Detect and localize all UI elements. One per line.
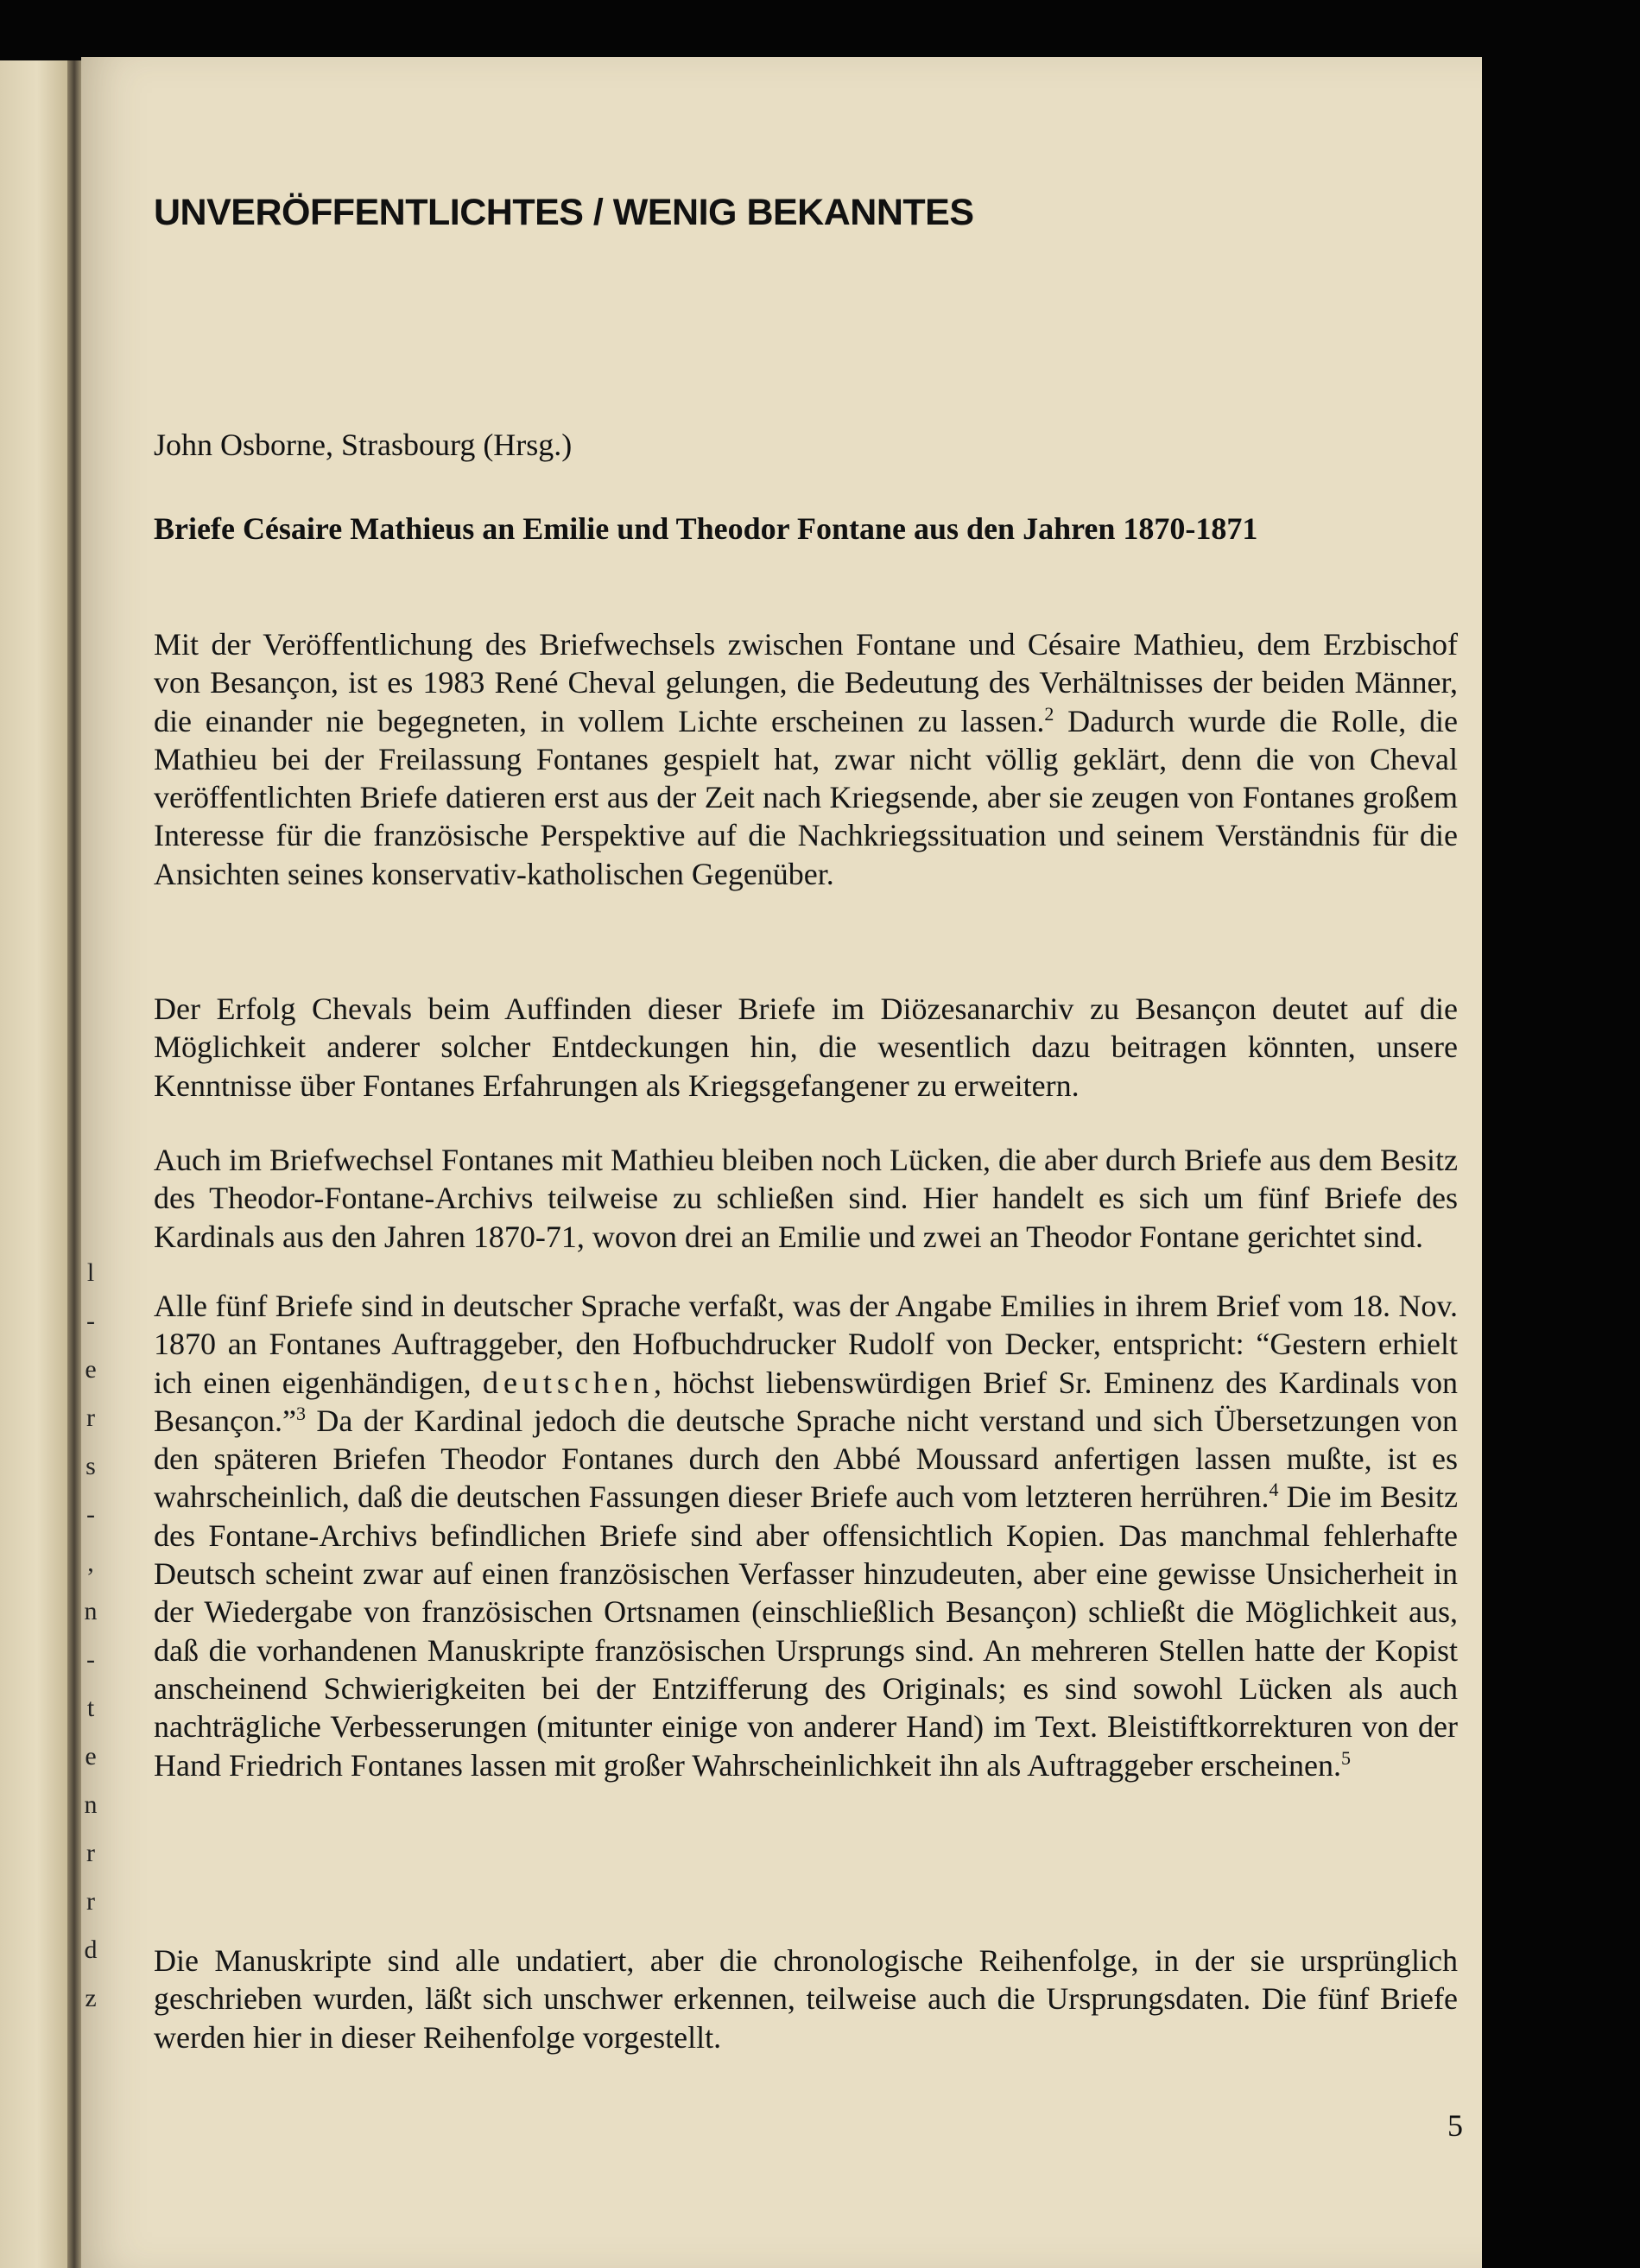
paragraph-1 [154, 625, 1458, 893]
paragraph-4-text-c: Da der Kardinal jedoch die deutsche Sprache nicht verstand und sich Übersetzungen von den späteren Briefen Theodor Fontanes durch den Abbé Moussard anfertigen lassen mußte, ist es wahrscheinlich, daß die deutschen Fassungen dieser Briefe auch vom letzteren herrühren. [154, 1403, 1458, 1515]
paragraph-3: Auch im Briefwechsel Fontanes mit Mathieu bleiben noch Lücken, die aber durch Briefe aus dem Besitz des Theodor-Fontane-Archivs teilweise zu schließen sind. Hier handelt es sich um fünf Briefe des Kardinals aus den Jahren 1870-71, wovon drei an Emilie und zwei an Theodor Fontane gerichtet sind. [154, 1143, 1458, 1254]
edge-letter: n [84, 1597, 98, 1625]
facing-page-letters [81, 1249, 100, 2023]
paragraph-5: Die Manuskripte sind alle undatiert, aber die chronologische Reihenfolge, in der sie ursprünglich geschrieben wurden, läßt sich unschwer erkennen, teilweise auch die Ursprungsdaten. Die fünf Briefe werden hier in dieser Reihenfolge vorgestellt. [154, 1943, 1458, 2055]
edge-letter: n [84, 1790, 98, 1819]
paragraph-2: Der Erfolg Chevals beim Auffinden dieser Briefe im Diözesanarchiv zu Besançon deutet auf die Möglichkeit anderer solcher Entdeckungen hin, die wesentlich dazu beitragen könnten, unsere Kenntnisse über Fontanes Erfahrungen als Kriegsgefangener zu erweitern. [154, 991, 1458, 1103]
edge-letter: , [87, 1549, 94, 1577]
paragraph-4 [154, 1287, 1458, 1784]
edge-letter: e [85, 1742, 97, 1771]
footnote-ref-5: 5 [1341, 1746, 1352, 1769]
paragraph-4-text-b: , höchst liebenswürdigen Brief Sr. Eminenz des Kardinals von Besançon.” [154, 1365, 1458, 1438]
edge-letter: r [86, 1887, 95, 1916]
edge-letter: t [86, 1694, 95, 1722]
book-page [81, 57, 1482, 2268]
edge-letter: r [86, 1839, 95, 1867]
edge-letter: r [86, 1403, 95, 1432]
edge-letter: e [85, 1355, 97, 1384]
article-title: Briefe Césaire Mathieus an Emilie und Theodor Fontane aus den Jahren 1870-1871 [154, 511, 1258, 546]
paragraph-4-text-d: Die im Besitz des Fontane-Archivs befindlichen Briefe sind aber offensichtlich Kopien. Das manchmal fehlerhafte Deutsch scheint zwar auf einen französischen Verfasser hinzudeuten, aber eine gewisse Unsicherheit in der Wiedergabe von französischen Ortsnamen (einschließlich Besançon) schließt die Möglichkeit aus, daß die vorhandenen Manuskripte französischen Ursprungs sind. An mehreren Stellen hatte der Kopist anscheinend Schwierigkeiten bei der Entzifferung des Originals; es sind sowohl Lücken als auch nachträgliche Verbesserungen (mitunter einige von anderer Hand) im Text. Bleistiftkorrekturen von der Hand Friedrich Fontanes lassen mit großer Wahrscheinlichkeit ihn als Auftraggeber erscheinen. [154, 1479, 1458, 1783]
spaced-emphasis: deutschen [483, 1365, 654, 1400]
footnote-ref-2: 2 [1044, 702, 1054, 725]
section-title: UNVERÖFFENTLICHTES / WENIG BEKANNTES [154, 192, 974, 233]
paragraph-4-text-a: Alle fünf Briefe sind in deutscher Sprache verfaßt, was der Angabe Emilies in ihrem Brief vom 18. Nov. 1870 an Fontanes Auftraggeber, den Hofbuchdrucker Rudolf von Decker, entspricht: “Gestern erhielt ich einen eigenhändigen, [154, 1289, 1458, 1400]
paragraph-1-text-a: Mit der Veröffentlichung des Briefwechsels zwischen Fontane und Césaire Mathieu, dem Erzbischof von Besançon, ist es 1983 René Cheval gelungen, die Bedeutung des Verhältnisses der beiden Männer, die einander nie begegneten, in vollem Lichte erscheinen zu lassen. [154, 627, 1458, 738]
edge-letter: s [85, 1452, 96, 1480]
footnote-ref-4: 4 [1269, 1479, 1279, 1501]
book-spine [67, 60, 81, 2268]
edge-letter: l [86, 1258, 95, 1287]
edge-letter: z [85, 1984, 97, 2012]
edge-letter: - [86, 1645, 95, 1674]
edge-letter: - [86, 1307, 95, 1335]
footnote-ref-3: 3 [295, 1402, 306, 1424]
paragraph-1-text-b: Dadurch wurde die Rolle, die Mathieu bei der Freilassung Fontanes gespielt hat, zwar nicht völlig geklärt, denn die von Cheval veröffentlichten Briefe datieren erst aus der Zeit nach Kriegsende, aber sie zeugen von Fontanes großem Interesse für die französische Perspektive auf die Nachkriegssituation und seinem Verständnis für die Ansichten seines konservativ-katholischen Gegenüber. [154, 703, 1458, 891]
page-number: 5 [1447, 2108, 1463, 2143]
facing-page-edge [0, 60, 67, 2268]
edge-letter: - [86, 1500, 95, 1529]
edge-letter: d [84, 1935, 98, 1964]
editor-line: John Osborne, Strasbourg (Hrsg.) [154, 428, 573, 462]
